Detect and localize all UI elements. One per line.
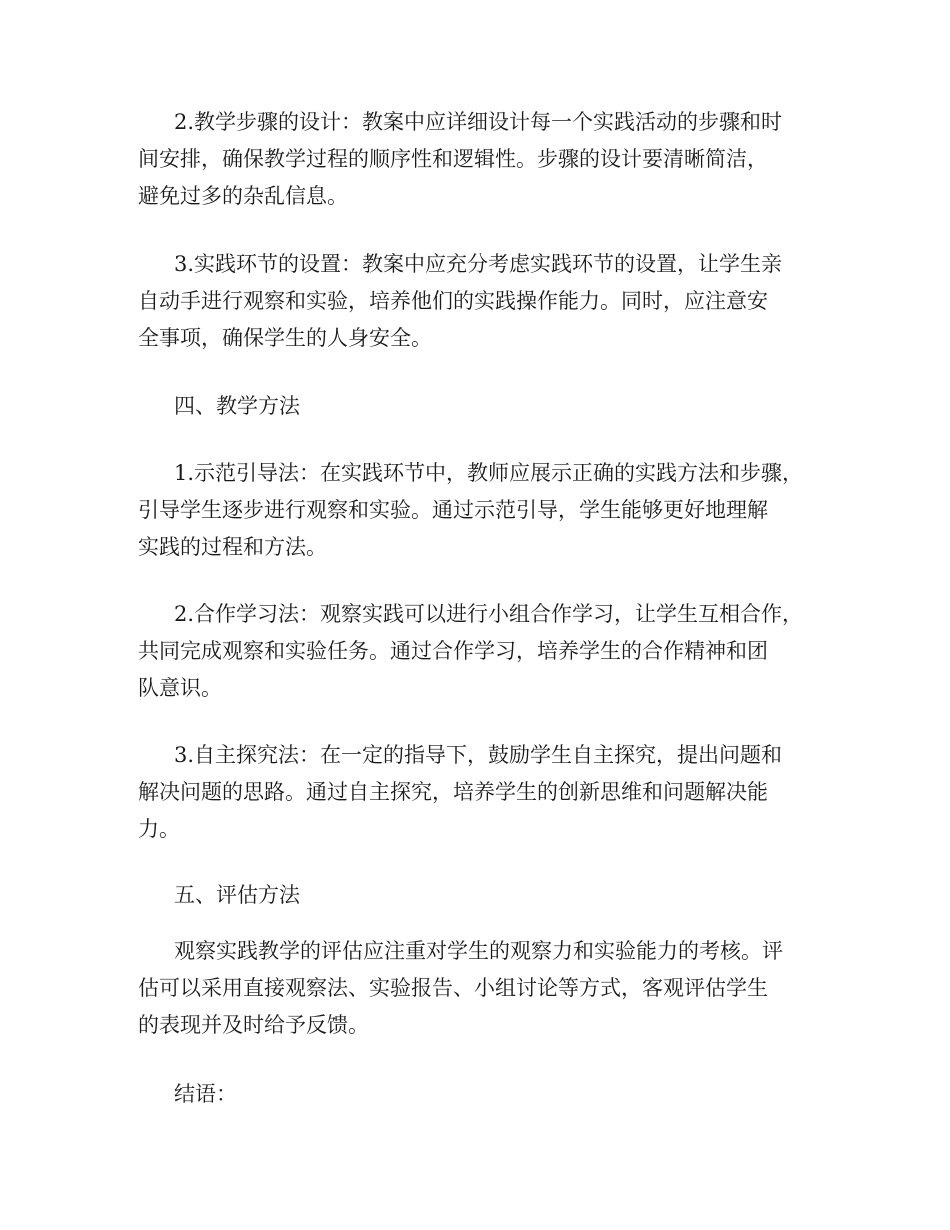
text-line: 2.合作学习法：观察实践可以进行小组合作学习，让学生互相合作， (174, 602, 804, 626)
section-heading-evaluation (138, 877, 818, 914)
text-line: 全事项，确保学生的人身安全。 (138, 326, 432, 350)
text-line: 观察实践教学的评估应注重对学生的观察力和实验能力的考核。评 (174, 939, 783, 963)
paragraph-coop-method (138, 596, 818, 707)
text-line: 3.自主探究法：在一定的指导下，鼓励学生自主探究，提出问题和 (174, 743, 783, 767)
text-line: 间安排，确保教学过程的顺序性和逻辑性。步骤的设计要清晰简洁， (138, 147, 768, 171)
paragraph-inquiry-method (138, 737, 818, 848)
text-line: 1.示范引导法：在实践环节中，教师应展示正确的实践方法和步骤， (174, 461, 804, 485)
text-line: 共同完成观察和实验任务。通过合作学习，培养学生的合作精神和团 (138, 639, 768, 663)
conclusion-label (138, 1076, 818, 1113)
text-line: 2.教学步骤的设计：教案中应详细设计每一个实践活动的步骤和时 (174, 110, 783, 134)
text-line: 解决问题的思路。通过自主探究，培养学生的创新思维和问题解决能 (138, 780, 768, 804)
text-line: 避免过多的杂乱信息。 (138, 184, 348, 208)
text-line: 自动手进行观察和实验，培养他们的实践操作能力。同时，应注意安 (138, 289, 768, 313)
text-line: 结语： (174, 1082, 237, 1106)
paragraph-practice-setting (138, 246, 818, 357)
paragraph-step-design (138, 104, 818, 215)
text-line: 队意识。 (138, 676, 222, 700)
section-heading-teaching-methods (138, 388, 818, 425)
text-line: 引导学生逐步进行观察和实验。通过示范引导，学生能够更好地理解 (138, 498, 768, 522)
paragraph-evaluation (138, 933, 818, 1044)
text-line: 估可以采用直接观察法、实验报告、小组讨论等方式，客观评估学生 (138, 976, 768, 1000)
text-line: 实践的过程和方法。 (138, 535, 327, 559)
text-line: 的表现并及时给予反馈。 (138, 1013, 369, 1037)
paragraph-demo-method (138, 455, 818, 566)
heading-text: 五、评估方法 (174, 883, 300, 907)
heading-text: 四、教学方法 (174, 394, 300, 418)
text-line: 3.实践环节的设置：教案中应充分考虑实践环节的设置，让学生亲 (174, 252, 783, 276)
text-line: 力。 (138, 817, 180, 841)
